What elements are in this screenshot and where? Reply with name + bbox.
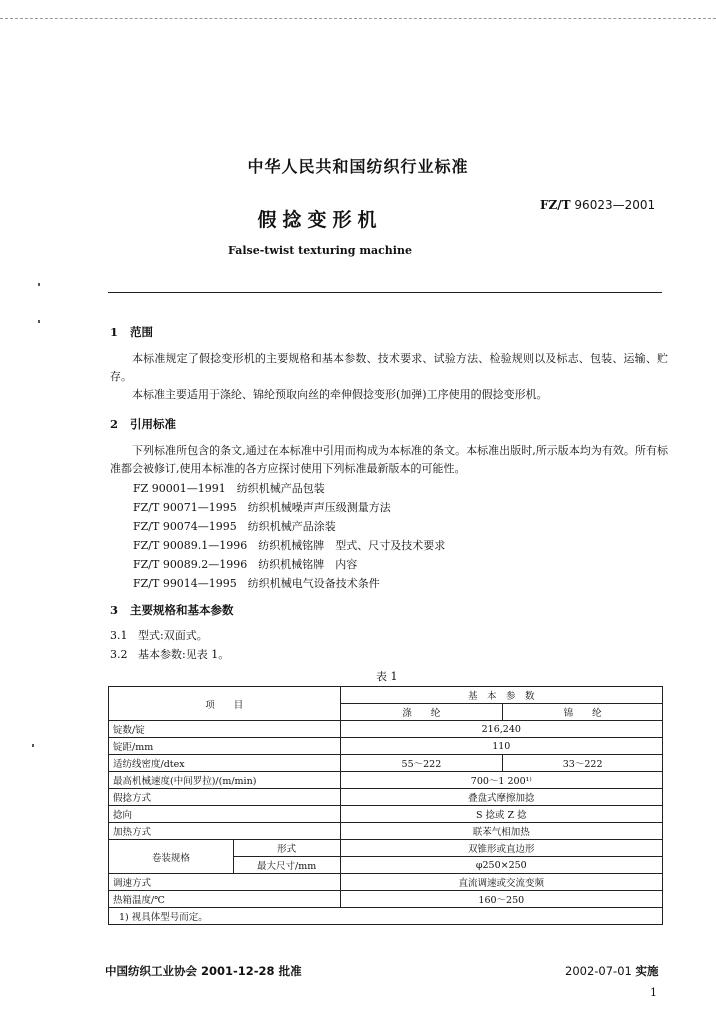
table-row [109,772,663,789]
header-polyester: 涤 纶 [340,704,503,721]
row-value: 110 [340,738,662,755]
row-label: 热箱温度/℃ [109,891,341,908]
reference-item: FZ 90001—1991 纺织机械产品包装 [133,482,325,495]
section-3-heading [110,602,234,618]
standard-number: 96023—2001 [574,198,656,212]
table-header-row [109,687,663,704]
row-value-nylon: 33～222 [503,755,663,772]
table-row [109,840,663,857]
effective-date: 2002-07-01 [565,964,632,978]
clause-3-2 [110,647,229,663]
row-value: 160～250 [340,891,662,908]
clause-number: 3.2 [110,648,128,661]
row-value: 216,240 [340,721,662,738]
table-row [109,823,663,840]
row-value-polyester: 55～222 [340,755,503,772]
header-divider [108,292,662,293]
scan-speck [38,320,40,323]
section-1-para-2: 本标准主要适用于涤纶、锦纶预取向丝的牵伸假捻变形(加弹)工序使用的假捻变形机。 [132,388,548,401]
reference-item: FZ/T 90089.2—1996 纺织机械铭牌 内容 [133,558,358,571]
table-row [109,806,663,823]
reference-item: FZ/T 90089.1—1996 纺织机械铭牌 型式、尺寸及技术要求 [133,539,446,552]
document-title: 假捻变形机 [257,209,383,231]
section-2-para: 下列标准所包含的条文,通过在本标准中引用而构成为本标准的条文。本标准出版时,所示版本均为有效。所有标准都会被修订,使用本标准的各方应探讨使用下列标准最新版本的可能性。 [110,444,668,475]
row-label: 锭数/锭 [109,721,341,738]
table-row [109,789,663,806]
table-1-caption: 表 1 [376,670,398,683]
row-group-label: 卷装规格 [109,840,234,874]
section-number: 3 [110,603,119,617]
table-row [109,891,663,908]
row-label: 加热方式 [109,823,341,840]
clause-number: 3.1 [110,629,128,642]
header-item: 项 目 [109,687,341,721]
header-params: 基 本 参 数 [340,687,662,704]
table-row [109,738,663,755]
table-footnote: 1) 视具体型号而定。 [109,908,663,925]
table-1 [108,686,663,925]
effective-label: 实施 [635,964,659,978]
section-title: 范围 [130,325,154,339]
reference-item: FZ/T 90071—1995 纺织机械噪声声压级测量方法 [133,501,391,514]
section-number: 1 [110,325,119,339]
row-label: 最高机械速度(中间罗拉)/(m/min) [109,772,341,789]
row-label: 捻向 [109,806,341,823]
row-value: φ250×250 [340,857,662,874]
row-value: 叠盘式摩擦加捻 [340,789,662,806]
row-value: S 捻或 Z 捻 [340,806,662,823]
row-sublabel: 形式 [233,840,340,857]
section-title: 引用标准 [130,417,177,431]
issuing-organization: 中华人民共和国纺织行业标准 [247,157,469,176]
scan-top-border [0,18,716,19]
row-sublabel: 最大尺寸/mm [233,857,340,874]
section-number: 2 [110,417,119,431]
clause-text: 基本参数:见表 1。 [138,648,230,661]
standard-prefix: FZ/T [540,198,571,212]
row-value: 双锥形或直边形 [340,840,662,857]
row-value: 直流调速或交流变频 [340,874,662,891]
document-subtitle: False-twist texturing machine [228,244,412,257]
reference-item: FZ/T 99014—1995 纺织机械电气设备技术条件 [133,577,380,590]
approval-line: 中国纺织工业协会 2001-12-28 批准 [105,964,302,978]
scan-speck [32,744,34,747]
scan-speck [38,283,40,286]
reference-item: FZ/T 90074—1995 纺织机械产品涂装 [133,520,336,533]
row-value: 联苯气相加热 [340,823,662,840]
table-row [109,721,663,738]
clause-3-1 [110,628,208,644]
row-label: 适纺线密度/dtex [109,755,341,772]
section-2-heading [110,416,176,432]
row-label: 假捻方式 [109,789,341,806]
row-label: 调速方式 [109,874,341,891]
section-1-para-1: 本标准规定了假捻变形机的主要规格和基本参数、技术要求、试验方法、检验规则以及标志、包装、运输、贮存。 [110,352,668,383]
section-title: 主要规格和基本参数 [130,603,234,617]
row-value: 700～1 200¹⁾ [340,772,662,789]
section-1-heading [110,324,153,340]
table-row [109,874,663,891]
clause-text: 型式:双面式。 [138,629,208,642]
table-row [109,755,663,772]
header-nylon: 锦 纶 [503,704,663,721]
table-note-row [109,908,663,925]
page-number: 1 [650,986,657,999]
row-label: 锭距/mm [109,738,341,755]
effective-line [565,963,659,979]
